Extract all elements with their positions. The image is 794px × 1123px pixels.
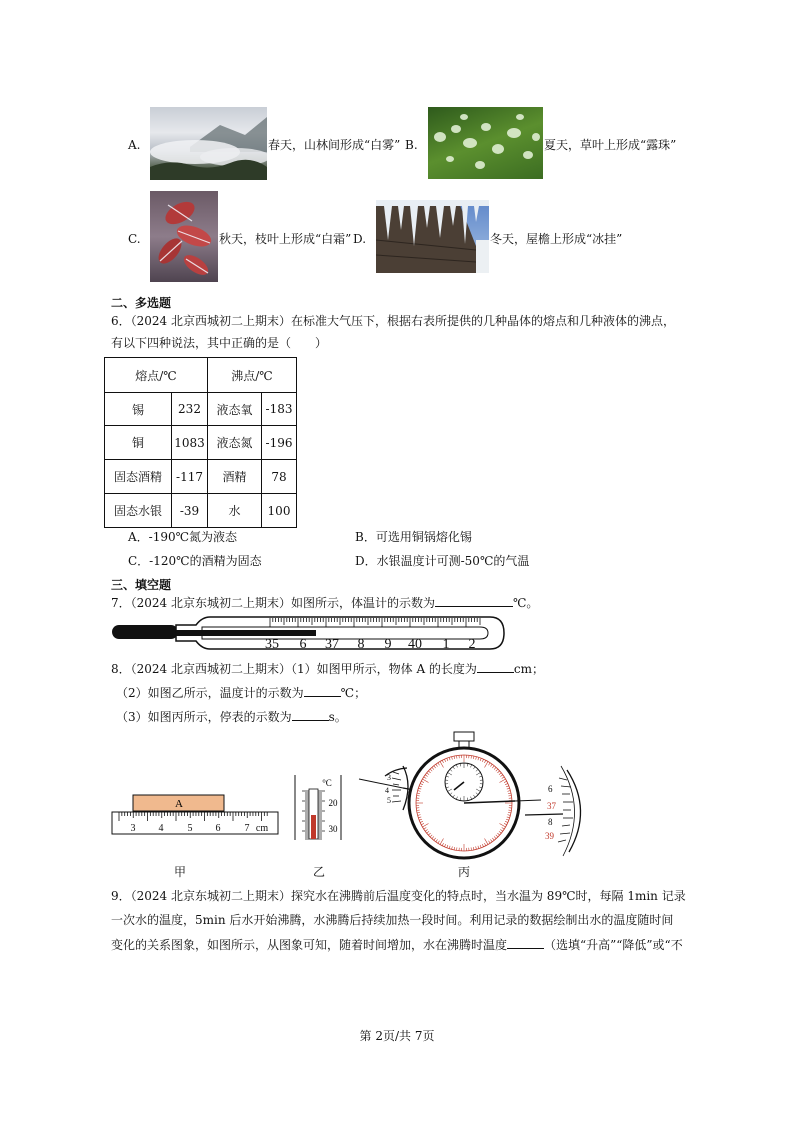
option-d-letter: D. — [353, 232, 367, 246]
table-cell: 78 — [262, 460, 297, 494]
q9-line2: 一次水的温度，5min 后水开始沸腾，水沸腾后持续加热一段时间。利用记录的数据绘制出水的温度随时间 — [111, 913, 674, 927]
left-scale-label: 3 — [387, 773, 391, 782]
section-title-fill-blank: 三、填空题 — [111, 578, 172, 592]
q9-line1: 9．（2024 北京东城初二上期末）探究水在沸腾前后温度变化的特点时，当水温为 89℃时，每隔 1min 记录 — [111, 889, 686, 903]
q8-line1 — [111, 660, 544, 677]
thermometer-label: 8 — [357, 637, 365, 652]
option-b-letter: B. — [405, 138, 418, 152]
q7-answer-blank — [435, 594, 513, 607]
table-cell: 铜 — [105, 426, 172, 460]
thermometer-label: 35 — [265, 637, 279, 652]
table-cell: -196 — [262, 426, 297, 460]
option-a-letter: A. — [128, 138, 141, 152]
option-b-text: 夏天，草叶上形成“露珠” — [544, 138, 677, 152]
table-header-melting: 熔点/℃ — [105, 358, 208, 393]
q7-stem — [111, 594, 538, 611]
thermometer-label: 2 — [468, 637, 476, 652]
clinical-thermometer — [110, 614, 506, 652]
lab-thermometer — [293, 775, 343, 840]
thermometer-label: 1 — [442, 637, 450, 652]
q9-line3 — [111, 936, 683, 953]
table-cell: 固态水银 — [105, 494, 172, 528]
ruler-figure — [110, 793, 280, 838]
q7-stem-text: 7．（2024 北京东城初二上期末）如图所示，体温计的示数为 — [111, 596, 435, 610]
thermo-label: 30 — [328, 824, 338, 834]
option-c-letter: C. — [128, 232, 141, 246]
q6-option-c: C．-120℃的酒精为固态 — [128, 554, 262, 568]
q9-line3-text: 变化的关系图象，如图所示，从图象可知，随着时间增加，水在沸腾时温度 — [111, 938, 508, 952]
q6-option-d: D．水银温度计可测-50℃的气温 — [355, 554, 530, 568]
q9-line3-end: （选填“升高”“降低”或“不 — [544, 938, 683, 952]
right-scale-label: 39 — [545, 831, 554, 841]
block-a-label: A — [175, 798, 183, 810]
q8-line3 — [116, 708, 347, 725]
q9-answer-blank — [507, 936, 544, 949]
q8-unit1: cm； — [513, 662, 545, 676]
q6-stem-line1: 6．（2024 北京西城初二上期末）在标准大气压下，根据右表所提供的几种晶体的熔点和几种液体的沸点， — [111, 314, 675, 328]
ruler-label: 7 — [244, 823, 250, 834]
table-header-boiling: 沸点/℃ — [208, 358, 297, 393]
option-a-text: 春天，山林间形成“白雾” — [268, 138, 401, 152]
stopwatch-figure — [355, 730, 600, 860]
ruler-label: 5 — [187, 823, 193, 834]
q8-line2 — [116, 684, 366, 701]
q8-line3-text: （3）如图丙所示，停表的示数为 — [116, 710, 292, 724]
table-cell: 232 — [172, 393, 208, 426]
page-footer: 第 2页/共 7页 — [359, 1029, 435, 1043]
right-scale-label: 6 — [548, 784, 553, 794]
table-cell: -183 — [262, 393, 297, 426]
q8-answer-blank-1 — [477, 660, 514, 673]
q8-unit2: ℃； — [340, 686, 367, 700]
thermometer-label: 37 — [325, 637, 339, 652]
q8-answer-blank-2 — [304, 684, 341, 697]
ruler-label: 6 — [215, 823, 221, 834]
table-cell: 水 — [208, 494, 262, 528]
icicles-roof-photo — [376, 200, 489, 273]
thermometer-label: 6 — [299, 637, 307, 652]
q8-answer-blank-3 — [292, 708, 329, 721]
table-cell: 锡 — [105, 393, 172, 426]
caption-bing: 丙 — [458, 865, 471, 879]
ruler-label: cm — [255, 823, 269, 834]
melting-boiling-table — [104, 357, 297, 528]
q6-option-a: A．-190℃氮为液态 — [128, 530, 238, 544]
q8-line2-text: （2）如图乙所示，温度计的示数为 — [116, 686, 304, 700]
table-cell: -117 — [172, 460, 208, 494]
right-scale-label: 8 — [548, 817, 553, 827]
thermometer-label: 9 — [384, 637, 392, 652]
frost-leaves-photo — [150, 191, 218, 282]
dew-leaf-photo — [428, 107, 543, 179]
ruler-label: 3 — [130, 823, 136, 834]
thermo-label: 20 — [328, 798, 338, 808]
caption-yi: 乙 — [313, 865, 326, 879]
table-cell: 1083 — [172, 426, 208, 460]
ruler-label: 4 — [158, 823, 164, 834]
table-cell: -39 — [172, 494, 208, 528]
section-title-multi-choice: 二、多选题 — [111, 296, 172, 310]
fog-mountain-photo — [150, 107, 267, 180]
caption-jia: 甲 — [174, 865, 187, 879]
q6-stem-line2: 有以下四种说法，其中正确的是（ ） — [111, 336, 328, 350]
left-scale-label: 4 — [385, 786, 389, 795]
thermo-unit: °C — [322, 778, 332, 788]
q6-option-b: B．可选用铜锅熔化锡 — [355, 530, 472, 544]
left-scale-label: 5 — [387, 796, 391, 805]
right-scale-label: 37 — [547, 801, 556, 811]
option-c-text: 秋天，枝叶上形成“白霜” — [219, 232, 352, 246]
table-cell: 液态氮 — [208, 426, 262, 460]
q8-unit3: s。 — [328, 710, 347, 724]
q7-unit: ℃。 — [513, 596, 539, 610]
thermometer-label: 40 — [408, 637, 422, 652]
table-cell: 液态氧 — [208, 393, 262, 426]
table-cell: 100 — [262, 494, 297, 528]
table-cell: 固态酒精 — [105, 460, 172, 494]
q8-line1-text: 8．（2024 北京西城初二上期末）（1）如图甲所示，物体 A 的长度为 — [111, 662, 477, 676]
option-d-text: 冬天，屋檐上形成“冰挂” — [490, 232, 623, 246]
table-cell: 酒精 — [208, 460, 262, 494]
